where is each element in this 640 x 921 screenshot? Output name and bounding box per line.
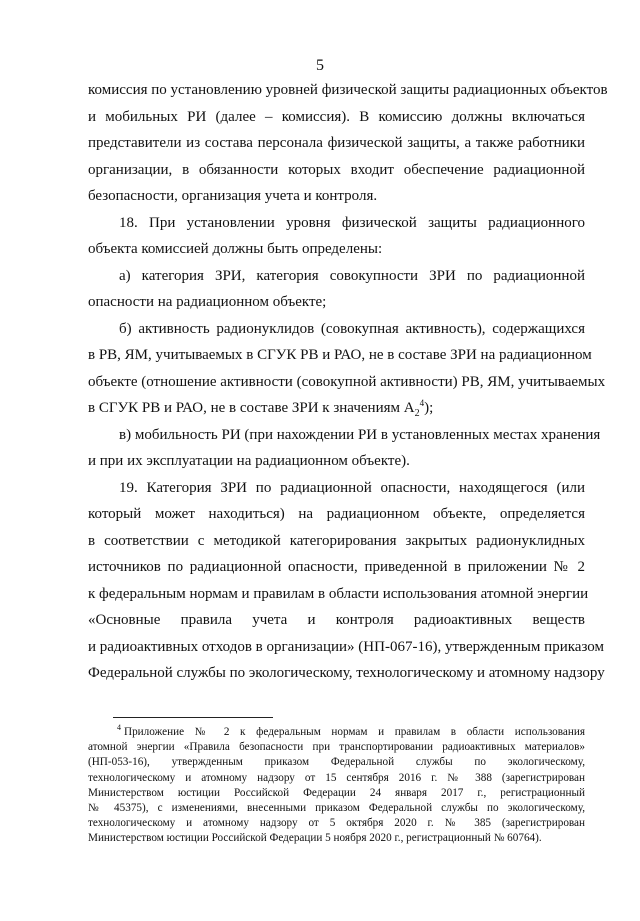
text-line: опасности на радиационном объекте; bbox=[88, 294, 327, 310]
text-line: объекте (отношение активности (совокупной активности) РВ, ЯМ, учитываемых bbox=[88, 373, 606, 390]
text-fragment: ); bbox=[424, 400, 434, 416]
text-line: объекта комиссией должны быть определены: bbox=[88, 241, 383, 257]
subscript: 2 bbox=[414, 408, 420, 419]
text-line: и радиоактивных отходов в организации» (НП-067-16), утвержденным приказом bbox=[88, 638, 604, 655]
footnote-line: Министерством юстиции Российской Федерации 24 января 2017 г., регистрационный bbox=[88, 786, 585, 799]
body-text bbox=[88, 77, 608, 687]
text-line: 19. Категория ЗРИ по радиационной опасности, находящегося (или bbox=[119, 479, 585, 496]
footnote-line: № 45375), с изменениями, внесенными приказом Федеральной службы по экологическому, bbox=[88, 802, 585, 815]
paragraph-commission bbox=[88, 77, 608, 210]
footnote-line: Министерством юстиции Российской Федерации 5 ноября 2020 г., регистрационный № 60764). bbox=[88, 832, 542, 845]
footnote-line bbox=[88, 725, 585, 740]
footnote-line: технологическому и атомному надзору от 15 сентября 2016 г. № 388 (зарегистрирован bbox=[88, 771, 585, 784]
text-line: 18. При установлении уровня физической защиты радиационного bbox=[119, 214, 585, 231]
page-number: 5 bbox=[316, 57, 324, 74]
footnote-line: (НП-053-16), утвержденным приказом Федеральной службы по экологическому, bbox=[88, 756, 585, 769]
footnote-text: Приложение № 2 к федеральным нормам и правилам в области использования bbox=[124, 726, 585, 738]
text-line: в РВ, ЯМ, учитываемых в СГУК РВ и РАО, не в составе ЗРИ на радиационном bbox=[88, 347, 592, 363]
text-line: и при их эксплуатации на радиационном объекте). bbox=[88, 453, 410, 469]
paragraph-19 bbox=[88, 475, 605, 687]
footnote-separator bbox=[113, 717, 273, 718]
footnote bbox=[88, 725, 585, 847]
text-line: который может находиться) на радиационном объекте, определяется bbox=[88, 506, 585, 522]
footnote-line: атомной энергии «Правила безопасности при транспортировании радиоактивных материалов» bbox=[88, 741, 585, 754]
text-line: б) активность радионуклидов (совокупная активность), содержащихся bbox=[119, 320, 585, 337]
text-line: организации, в обязанности которых входит обеспечение радиационной bbox=[88, 161, 585, 178]
footnote-reference: 4 bbox=[419, 398, 425, 408]
paragraph-18 bbox=[88, 210, 585, 263]
text-line: комиссия по установлению уровней физической защиты радиационных объектов bbox=[88, 82, 608, 98]
text-line: Федеральной службы по экологическому, технологическому и атомному надзору bbox=[88, 665, 605, 681]
footnote-line: технологическому и атомному надзору от 5 октября 2020 г. № 385 (зарегистрирован bbox=[88, 817, 585, 830]
text-line: источников по радиационной опасности, приведенной в приложении № 2 bbox=[88, 559, 585, 575]
text-fragment: в СГУК РВ и РАО, не в составе ЗРИ к значениям А bbox=[88, 400, 415, 416]
text-line bbox=[88, 395, 585, 422]
text-line: представители из состава персонала физической защиты, а также работники bbox=[88, 135, 585, 151]
text-line: в) мобильность РИ (при нахождении РИ в установленных местах хранения bbox=[119, 426, 601, 443]
paragraph-item-a bbox=[88, 263, 585, 316]
text-line: «Основные правила учета и контроля радиоактивных веществ bbox=[88, 612, 585, 628]
footnote-mark: 4 bbox=[117, 723, 121, 733]
text-line: в соответствии с методикой категорирования закрытых радионуклидных bbox=[88, 532, 585, 549]
paragraph-item-b bbox=[88, 316, 606, 422]
paragraph-item-c bbox=[88, 422, 601, 475]
text-line: к федеральным нормам и правилам в области использования атомной энергии bbox=[88, 585, 589, 602]
text-line: и мобильных РИ (далее – комиссия). В комиссию должны включаться bbox=[88, 108, 585, 125]
text-line: а) категория ЗРИ, категория совокупности ЗРИ по радиационной bbox=[119, 267, 585, 284]
text-line: безопасности, организация учета и контроля. bbox=[88, 188, 378, 204]
